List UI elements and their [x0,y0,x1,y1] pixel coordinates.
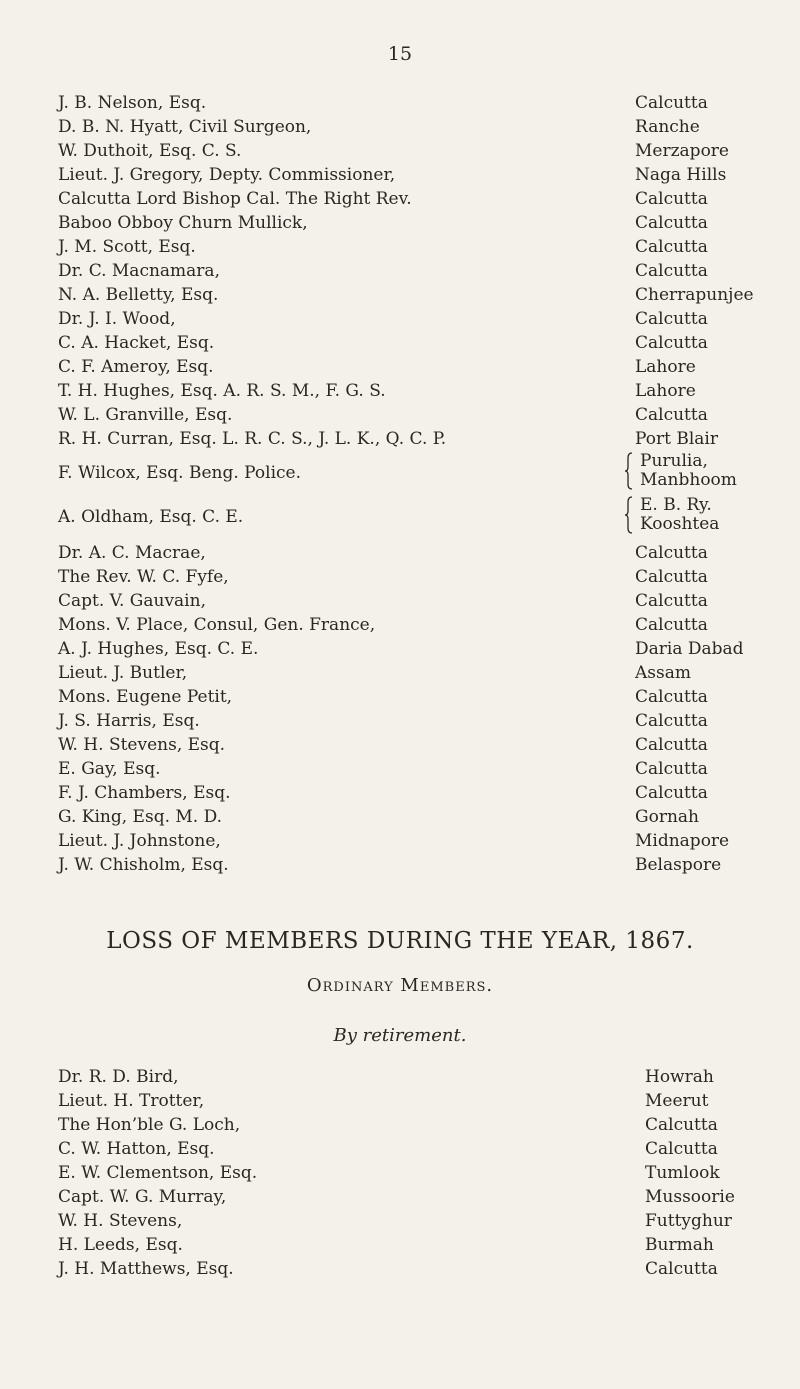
member-name: The Rev. W. C. Fyfe, [58,567,229,587]
member-row [58,212,748,236]
member-place: Calcutta [635,759,708,779]
loss-row [58,1066,748,1090]
member-place: Assam [635,663,691,683]
member-place: Calcutta [635,261,708,281]
section-heading: LOSS OF MEMBERS DURING THE YEAR, 1867. [106,928,694,954]
member-place: Calcutta [645,1115,718,1135]
member-place: Cherrapunjee [635,285,754,305]
member-place: Calcutta [635,237,708,257]
member-place: Port Blair [635,429,718,449]
member-name: W. Duthoit, Esq. C. S. [58,141,242,161]
member-place: Calcutta [635,213,708,233]
member-place: Belaspore [635,855,722,875]
member-row [58,542,748,566]
member-row [58,710,748,734]
member-place: Calcutta [635,591,708,611]
member-row [58,164,748,188]
loss-row [58,1186,748,1210]
member-row [58,428,748,452]
member-name: Dr. A. C. Macrae, [58,543,206,563]
member-name: Dr. J. I. Wood, [58,309,176,329]
member-row-braced [58,496,748,538]
member-name: C. W. Hatton, Esq. [58,1139,215,1159]
member-place [640,496,719,534]
place-line-1: E. B. Ry. [640,495,712,515]
place-line-2: Kooshtea [640,514,720,534]
member-place: Calcutta [635,783,708,803]
member-row [58,830,748,854]
member-name: C. A. Hacket, Esq. [58,333,215,353]
loss-row [58,1090,748,1114]
member-name: G. King, Esq. M. D. [58,807,223,827]
member-place: Calcutta [635,567,708,587]
member-name: Calcutta Lord Bishop Cal. The Right Rev. [58,189,412,209]
member-place: Howrah [645,1067,714,1087]
member-row [58,404,748,428]
member-place: Calcutta [635,543,708,563]
member-place: Calcutta [635,333,708,353]
member-row [58,806,748,830]
member-name: J. S. Harris, Esq. [58,711,200,731]
loss-row [58,1210,748,1234]
place-line-2: Manbhoom [640,470,737,490]
member-row [58,614,748,638]
member-row [58,782,748,806]
member-name: Mons. Eugene Petit, [58,687,233,707]
member-name: Capt. V. Gauvain, [58,591,206,611]
member-name: Mons. V. Place, Consul, Gen. France, [58,615,376,635]
member-place: Burmah [645,1235,714,1255]
member-place: Lahore [635,381,696,401]
member-name: R. H. Curran, Esq. L. R. C. S., J. L. K., Q. C. P. [58,429,447,449]
member-row [58,566,748,590]
member-row [58,734,748,758]
member-name: J. H. Matthews, Esq. [58,1259,234,1279]
member-name: J. W. Chisholm, Esq. [58,855,229,875]
member-place: Calcutta [635,711,708,731]
member-place: Gornah [635,807,699,827]
member-row [58,308,748,332]
member-name: Lieut. J. Johnstone, [58,831,221,851]
member-row-braced [58,452,748,494]
member-name: H. Leeds, Esq. [58,1235,183,1255]
member-place: Calcutta [635,615,708,635]
sub-heading: Ordinary Members. [306,975,494,996]
member-name: N. A. Belletty, Esq. [58,285,219,305]
brace-icon [625,496,633,534]
member-name: J. M. Scott, Esq. [58,237,196,257]
member-name: Dr. C. Macnamara, [58,261,220,281]
member-place: Calcutta [635,735,708,755]
member-name: Lieut. H. Trotter, [58,1091,205,1111]
member-place: Merzapore [635,141,729,161]
loss-row [58,1138,748,1162]
member-name: T. H. Hughes, Esq. A. R. S. M., F. G. S. [58,381,386,401]
member-place: Daria Dabad [635,639,744,659]
member-place: Futtyghur [645,1211,732,1231]
member-name: E. Gay, Esq. [58,759,161,779]
member-name: W. H. Stevens, [58,1211,183,1231]
brace-icon [625,452,633,490]
member-place: Ranche [635,117,700,137]
member-row [58,686,748,710]
member-row [58,92,748,116]
member-place: Tumlook [645,1163,720,1183]
member-row [58,356,748,380]
member-row [58,854,748,878]
member-row [58,116,748,140]
member-place: Calcutta [635,687,708,707]
member-name: A. Oldham, Esq. C. E. [58,507,244,527]
member-place: Midnapore [635,831,730,851]
member-name: The Hon’ble G. Loch, [58,1115,241,1135]
loss-row [58,1162,748,1186]
member-place: Calcutta [635,405,708,425]
member-name: Baboo Obboy Churn Mullick, [58,213,308,233]
member-place: Mussoorie [645,1187,735,1207]
member-name: C. F. Ameroy, Esq. [58,357,214,377]
member-place: Calcutta [645,1139,718,1159]
member-row [58,188,748,212]
member-row [58,380,748,404]
member-name: D. B. N. Hyatt, Civil Surgeon, [58,117,312,137]
member-place [640,452,737,490]
member-row [58,638,748,662]
member-name: F. J. Chambers, Esq. [58,783,231,803]
member-name: F. Wilcox, Esq. Beng. Police. [58,463,302,483]
member-row [58,236,748,260]
member-place: Lahore [635,357,696,377]
place-line-1: Purulia, [640,451,708,471]
member-place: Calcutta [645,1259,718,1279]
member-name: Dr. R. D. Bird, [58,1067,179,1087]
member-row [58,590,748,614]
loss-row [58,1114,748,1138]
member-row [58,332,748,356]
member-place: Calcutta [635,189,708,209]
member-name: W. L. Granville, Esq. [58,405,233,425]
loss-row [58,1234,748,1258]
member-place: Meerut [645,1091,709,1111]
loss-row [58,1258,748,1282]
member-row [58,260,748,284]
member-name: W. H. Stevens, Esq. [58,735,226,755]
member-row [58,758,748,782]
member-place: Calcutta [635,309,708,329]
member-row [58,284,754,308]
member-name: Lieut. J. Butler, [58,663,188,683]
member-name: Lieut. J. Gregory, Depty. Commissioner, [58,165,396,185]
member-name: E. W. Clementson, Esq. [58,1163,258,1183]
italic-heading: By retirement. [333,1025,467,1046]
member-name: Capt. W. G. Murray, [58,1187,227,1207]
member-place: Calcutta [635,93,708,113]
member-name: J. B. Nelson, Esq. [58,93,207,113]
member-row [58,662,748,686]
member-row [58,140,748,164]
member-name: A. J. Hughes, Esq. C. E. [58,639,259,659]
page-number: 15 [387,43,413,65]
member-place: Naga Hills [635,165,727,185]
